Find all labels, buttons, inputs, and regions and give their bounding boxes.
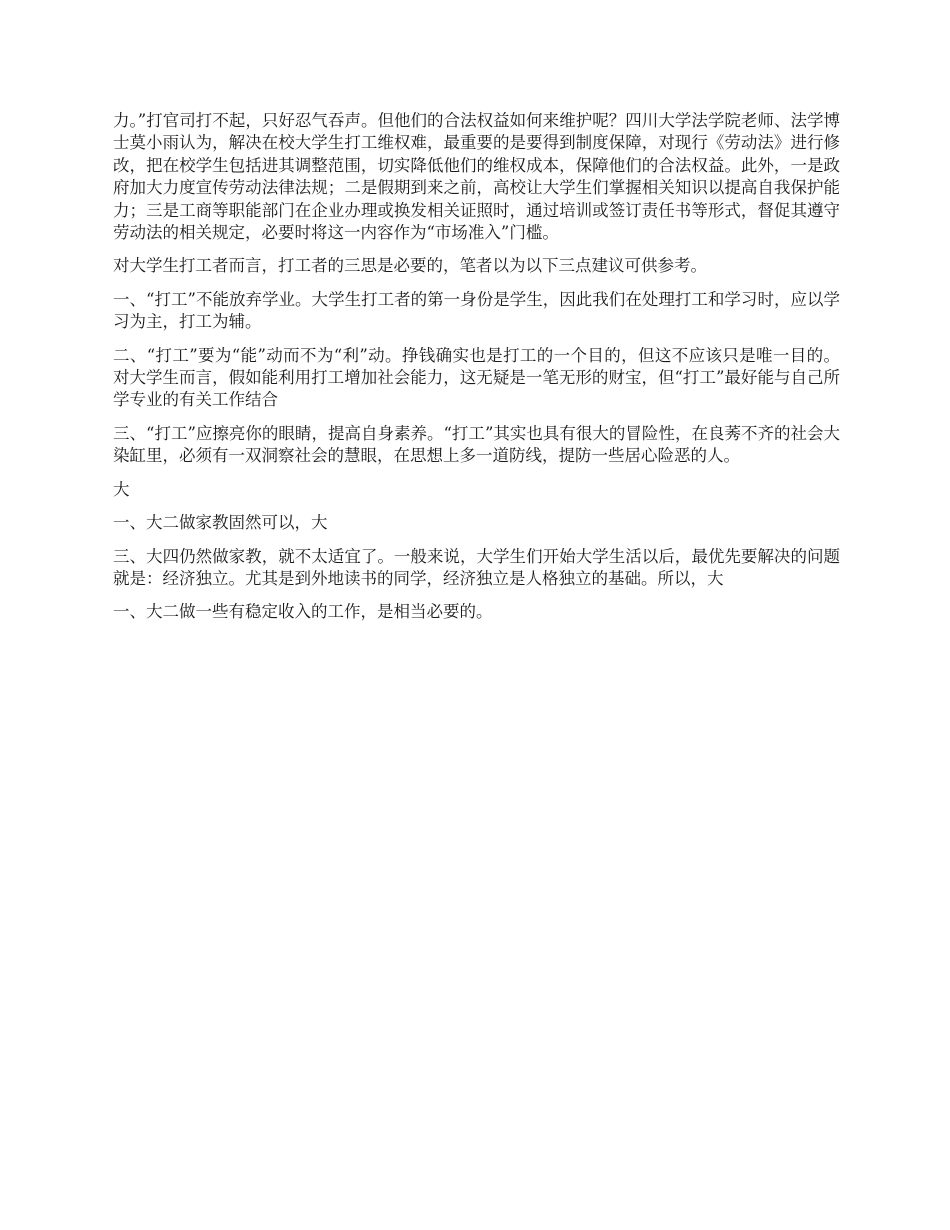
paragraph-5: 三、“打工”应擦亮你的眼睛，提高自身素养。“打工”其实也具有很大的冒险性，在良莠不齐的社会大染缸里，必须有一双洞察社会的慧眼，在思想上多一道防线，提防一些居心险恶的人。 xyxy=(113,423,840,466)
paragraph-4: 二、“打工”要为“能”动而不为“利”动。挣钱确实也是打工的一个目的，但这不应该只是唯一目的。对大学生而言，假如能利用打工增加社会能力，这无疑是一笔无形的财宝，但“打工”最好能与自己所学专业的有关工作结合 xyxy=(113,345,840,410)
paragraph-8: 三、大四仍然做家教，就不太适宜了。一般来说，大学生们开始大学生活以后，最优先要解决的问题就是：经济独立。尤其是到外地读书的同学，经济独立是人格独立的基础。所以，大 xyxy=(113,546,840,588)
paragraph-7: 一、大二做家教固然可以，大 xyxy=(113,513,328,533)
paragraph-2: 对大学生打工者而言，打工者的三思是必要的，笔者以为以下三点建议可供参考。 xyxy=(113,256,707,276)
paragraph-1: 力。”打官司打不起，只好忍气吞声。但他们的合法权益如何来维护呢？四川大学法学院老师、法学博士莫小雨认为，解决在校大学生打工维权难，最重要的是要得到制度保障，对现行《劳动法》进行修改，把在校学生包括进其调整范围，切实降低他们的维权成本，保障他们的合法权益。此外，一是政府加大力度宣传劳动法律法规；二是假期到来之前，高校让大学生们掌握相关知识以提高自我保护能力；三是工商等职能部门在企业办理或换发相关证照时，通过培训或签订责任书等形式，督促其遵守劳动法的相关规定，必要时将这一内容作为“市场准入”门槛。 xyxy=(113,111,840,243)
paragraph-3: 一、“打工”不能放弃学业。大学生打工者的第一身份是学生，因此我们在处理打工和学习时，应以学习为主，打工为辅。 xyxy=(113,289,840,332)
paragraph-6: 大 xyxy=(113,479,130,499)
document-body xyxy=(113,110,840,635)
paragraph-9: 一、大二做一些有稳定收入的工作，是相当必要的。 xyxy=(113,602,493,622)
